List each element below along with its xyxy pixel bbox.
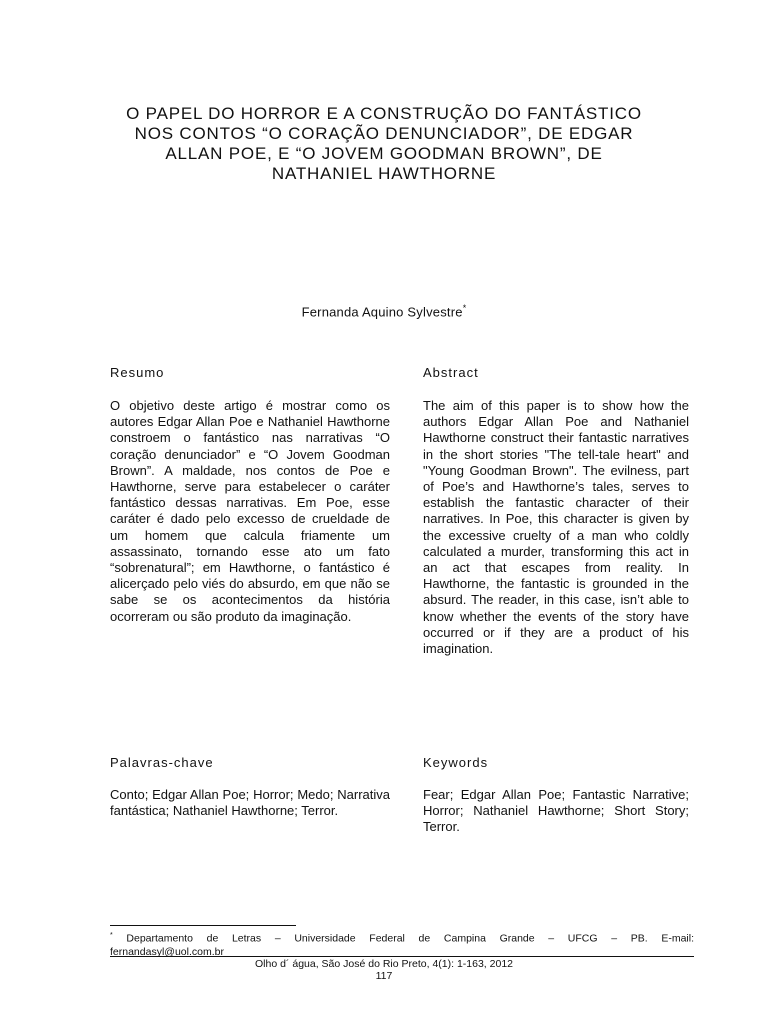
palavras-chave-text: Conto; Edgar Allan Poe; Horror; Medo; Narrativa fantástica; Nathaniel Hawthorne; Terror. (110, 787, 390, 819)
page-number: 117 (375, 970, 393, 982)
author-footnote-mark: * (462, 303, 467, 313)
palavras-chave-heading: Palavras-chave (110, 755, 214, 770)
footnote-divider (110, 925, 296, 926)
author-line (0, 303, 768, 319)
title-line: ALLAN POE, E “O JOVEM GOODMAN BROWN”, DE (165, 144, 603, 163)
journal-citation: Olho d´ água, São José do Rio Preto, 4(1): 1-163, 2012 (255, 958, 513, 970)
footnote-email[interactable]: fernandasyl@uol.com.br (110, 945, 224, 958)
author-name: Fernanda Aquino Sylvestre (301, 304, 463, 320)
article-title (100, 104, 668, 184)
footnote-mark: * (110, 932, 113, 939)
keywords-heading: Keywords (423, 755, 489, 770)
title-line: NOS CONTOS “O CORAÇÃO DENUNCIADOR”, DE EDGAR (134, 124, 634, 143)
footnote (110, 929, 694, 959)
abstract-text: The aim of this paper is to show how the authors Edgar Allan Poe and Nathaniel Hawthorne construct their fantastic narratives in the short stories "The tell-tale heart" and "Young Goodman Brown". The evilness, part of Poe’s and Hawthorne’s tales, serves to establish the fantastic character of their narratives. In Poe, this character is given by the excessive cruelty of a man who coldly calculated a murder, transforming this act in an act that escapes from reality. In Hawthorne, the fantastic is grounded in the absurd. The reader, in this case, isn’t able to know whether the events of the story have occurred or if they are a product of his imagination. (423, 398, 689, 657)
title-line: O PAPEL DO HORROR E A CONSTRUÇÃO DO FANTÁSTICO (126, 104, 642, 123)
resumo-text: O objetivo deste artigo é mostrar como os autores Edgar Allan Poe e Nathaniel Hawthorne constroem o fantástico nas narrativas “O coração denunciador” e “O Jovem Goodman Brown”. A maldade, nos contos de Poe e Hawthorne, serve para estabelecer o caráter fantástico dessas narrativas. Em Poe, esse caráter é dado pelo excesso de crueldade de um homem que calcula friamente um assassinato, tornando esse ato um fato “sobrenatural”; em Hawthorne, o fantástico é alicerçado pelo viés do absurdo, em que não se sabe se os acontecimentos da história ocorreram ou são produto da imaginação. (110, 398, 390, 624)
resumo-heading: Resumo (110, 365, 165, 380)
footer-divider (110, 956, 694, 957)
keywords-text: Fear; Edgar Allan Poe; Fantastic Narrative; Horror; Nathaniel Hawthorne; Short Story; Terror. (423, 787, 689, 835)
abstract-heading: Abstract (423, 365, 479, 380)
footnote-affiliation: Departamento de Letras – Universidade Federal de Campina Grande – UFCG – PB. E-mail: (126, 932, 694, 945)
title-line: NATHANIEL HAWTHORNE (271, 164, 497, 183)
